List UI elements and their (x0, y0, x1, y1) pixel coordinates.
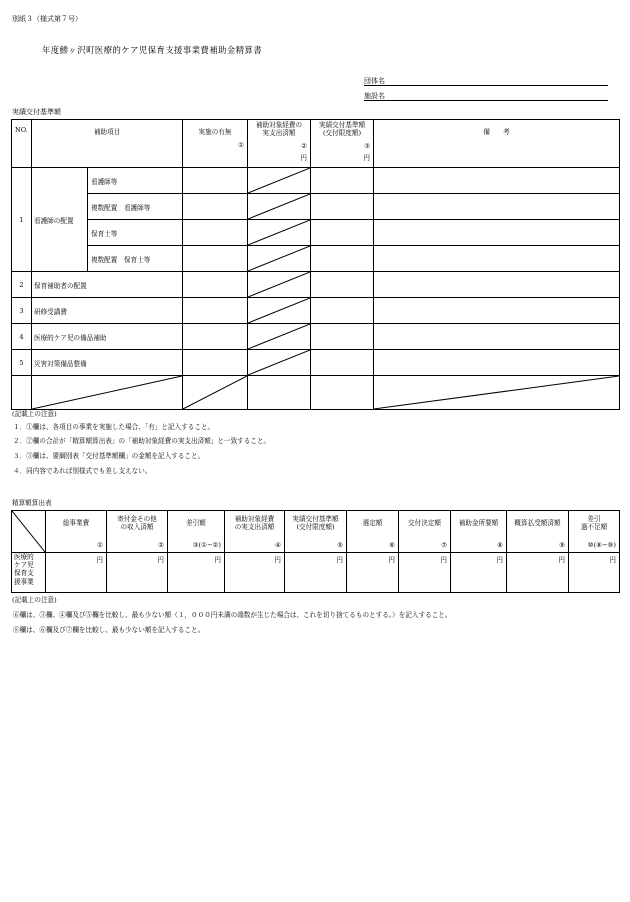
expense-cell-diagonal (248, 272, 311, 298)
implementation-cell[interactable] (183, 220, 248, 246)
col-header: 差引 過不足額 ⑩(⑧−⑨) (569, 511, 620, 553)
standard-cell[interactable] (311, 246, 374, 272)
header-expense: 補助対象経費の 実支出済額 ② 円 (248, 120, 311, 168)
standard-cell[interactable] (311, 168, 374, 194)
row1-sub-label: 保育士等 (88, 220, 183, 246)
implementation-cell[interactable] (183, 350, 248, 376)
expense-cell-diagonal (248, 298, 311, 324)
expense-cell-diagonal (248, 220, 311, 246)
implementation-cell[interactable] (183, 246, 248, 272)
amount-cell[interactable]: 円 (507, 553, 569, 593)
facility-label: 施設名 (364, 92, 385, 100)
col-header: 選定額 ⑥ (347, 511, 399, 553)
standard-amount-table (11, 119, 620, 410)
remarks-cell[interactable] (374, 246, 620, 272)
row4-label: 医療的ケア児の備品補助 (32, 324, 183, 350)
col-header: 概算払受額済額 ⑨ (507, 511, 569, 553)
amount-cell[interactable]: 円 (285, 553, 347, 593)
implementation-cell[interactable] (183, 324, 248, 350)
standard-cell[interactable] (311, 272, 374, 298)
amount-cell[interactable]: 円 (347, 553, 399, 593)
row3-no: 3 (12, 298, 32, 324)
col-header: 交付決定額 ⑦ (399, 511, 451, 553)
col-header: 実績交付基準額 (交付限度額) ⑤ (285, 511, 347, 553)
header-remarks: 備 考 (374, 120, 620, 168)
form-number: 別紙３（様式第７号） (12, 15, 82, 23)
remarks-cell[interactable] (374, 168, 620, 194)
col-header: 寄付金その他 の収入済額 ② (107, 511, 168, 553)
standard-cell[interactable] (311, 298, 374, 324)
row1-sub-label: 看護師等 (88, 168, 183, 194)
amount-cell[interactable]: 円 (107, 553, 168, 593)
organization-field[interactable] (364, 85, 608, 86)
expense-cell-diagonal (248, 324, 311, 350)
header-item: 補助項目 (32, 120, 183, 168)
facility-field[interactable] (364, 100, 608, 101)
implementation-cell[interactable] (183, 194, 248, 220)
total-expense-cell[interactable] (248, 376, 311, 410)
notes1-item: ２．②欄の合計が「精算額算出表」の「補助対象経費の実支出済額」と一致すること。 (13, 437, 271, 445)
corner-diagonal (12, 511, 46, 553)
total-implementation-diagonal (183, 376, 248, 410)
expense-cell-diagonal (248, 194, 311, 220)
standard-cell[interactable] (311, 350, 374, 376)
notes1-heading: (記載上の注意) (12, 410, 57, 418)
organization-label: 団体名 (364, 77, 385, 85)
standard-cell[interactable] (311, 194, 374, 220)
amount-cell[interactable]: 円 (399, 553, 451, 593)
notes2-item: ⑥欄は、③欄、④欄及び⑤欄を比較し、最も少ない額（１，０００円未満の端数が生じた場合は、これを切り捨てるものとする。）を記入すること。 (13, 611, 452, 619)
row2-label: 保育補助者の配置 (32, 272, 183, 298)
notes2-heading: (記載上の注意) (12, 596, 57, 604)
col-header: 補助対象経費 の実支出済額 ④ (225, 511, 285, 553)
expense-cell-diagonal (248, 168, 311, 194)
row1-label: 看護師の配置 (32, 168, 88, 272)
amount-cell[interactable]: 円 (168, 553, 225, 593)
notes1-item: ４．同内容であれば別様式でも差し支えない。 (13, 467, 152, 475)
amount-cell[interactable]: 円 (451, 553, 507, 593)
total-no-cell (12, 376, 32, 410)
row2-no: 2 (12, 272, 32, 298)
implementation-cell[interactable] (183, 298, 248, 324)
total-standard-cell[interactable] (311, 376, 374, 410)
total-label-diagonal (32, 376, 183, 410)
notes1-item: １．①欄は、各項目の事業を実施した場合、「有」と記入すること。 (13, 423, 215, 431)
row3-label: 研修受講費 (32, 298, 183, 324)
col-header: 補助金所要額 ⑧ (451, 511, 507, 553)
notes2-item: ⑧欄は、⑥欄及び⑦欄を比較し、最も少ない額を記入すること。 (13, 626, 205, 634)
expense-cell-diagonal (248, 350, 311, 376)
expense-cell-diagonal (248, 246, 311, 272)
header-no: NO. (12, 120, 32, 168)
section2-heading: 精算額算出表 (12, 499, 52, 507)
col-header: 総事業費 ① (46, 511, 107, 553)
remarks-cell[interactable] (374, 272, 620, 298)
row-label: 医療的 ケア児 保育支 援事業 (12, 553, 46, 593)
amount-cell[interactable]: 円 (225, 553, 285, 593)
page-title: 年度鯵ヶ沢町医療的ケア児保育支援事業費補助金精算書 (42, 46, 263, 56)
header-implementation: 実施の有無 ① (183, 120, 248, 168)
col-header: 差引額 ③(①−②) (168, 511, 225, 553)
settlement-table (11, 510, 620, 593)
row1-sub-label: 複数配置 保育士等 (88, 246, 183, 272)
remarks-cell[interactable] (374, 194, 620, 220)
implementation-cell[interactable] (183, 272, 248, 298)
amount-cell[interactable]: 円 (569, 553, 620, 593)
row1-sub-label: 複数配置 看護師等 (88, 194, 183, 220)
section1-heading: 実績交付基準額 (12, 108, 61, 116)
remarks-cell[interactable] (374, 220, 620, 246)
row4-no: 4 (12, 324, 32, 350)
implementation-cell[interactable] (183, 168, 248, 194)
standard-cell[interactable] (311, 324, 374, 350)
header-standard: 実績交付基準額 (交付限度額) ③ 円 (311, 120, 374, 168)
total-remarks-diagonal (374, 376, 620, 410)
standard-cell[interactable] (311, 220, 374, 246)
remarks-cell[interactable] (374, 298, 620, 324)
row1-no: 1 (12, 168, 32, 272)
remarks-cell[interactable] (374, 350, 620, 376)
remarks-cell[interactable] (374, 324, 620, 350)
notes1-item: ３．③欄は、要綱別表「交付基準額欄」の金額を記入すること。 (13, 452, 205, 460)
row5-label: 災害対策備品整備 (32, 350, 183, 376)
row5-no: 5 (12, 350, 32, 376)
amount-cell[interactable]: 円 (46, 553, 107, 593)
